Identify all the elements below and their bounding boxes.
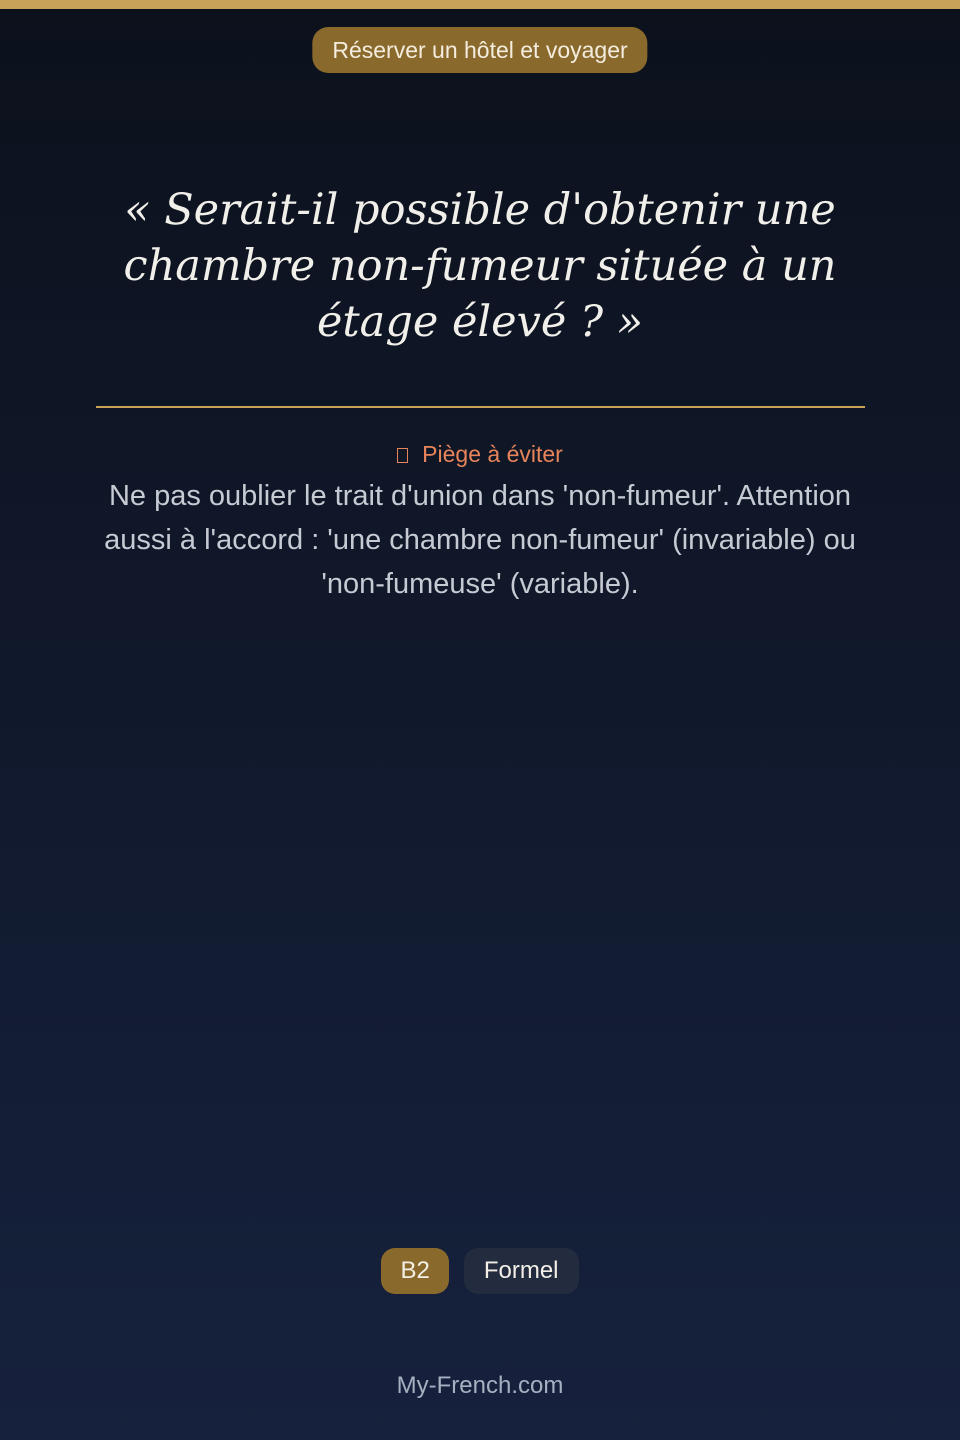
phrase-quote: « Serait-il possible d'obtenir une chambre non-fumeur située à un étage élevé ? » [123, 185, 837, 347]
site-footer: My-French.com [396, 1372, 564, 1399]
warning-icon [397, 448, 408, 463]
level-badge: B2 [381, 1248, 448, 1294]
register-badge: Formel [464, 1248, 579, 1294]
divider [96, 406, 865, 408]
tip-title: Piège à éviter [422, 441, 563, 467]
tip-header [0, 440, 960, 468]
tip-text: Ne pas oublier le trait d'union dans 'non-fumeur'. Attention aussi à l'accord : 'une chambre non-fumeur' (invariable) ou 'non-fumeuse' (variable). [104, 480, 856, 600]
tag-list [0, 1248, 960, 1294]
category-badge[interactable]: Réserver un hôtel et voyager [312, 27, 647, 73]
top-accent-bar [0, 0, 960, 9]
